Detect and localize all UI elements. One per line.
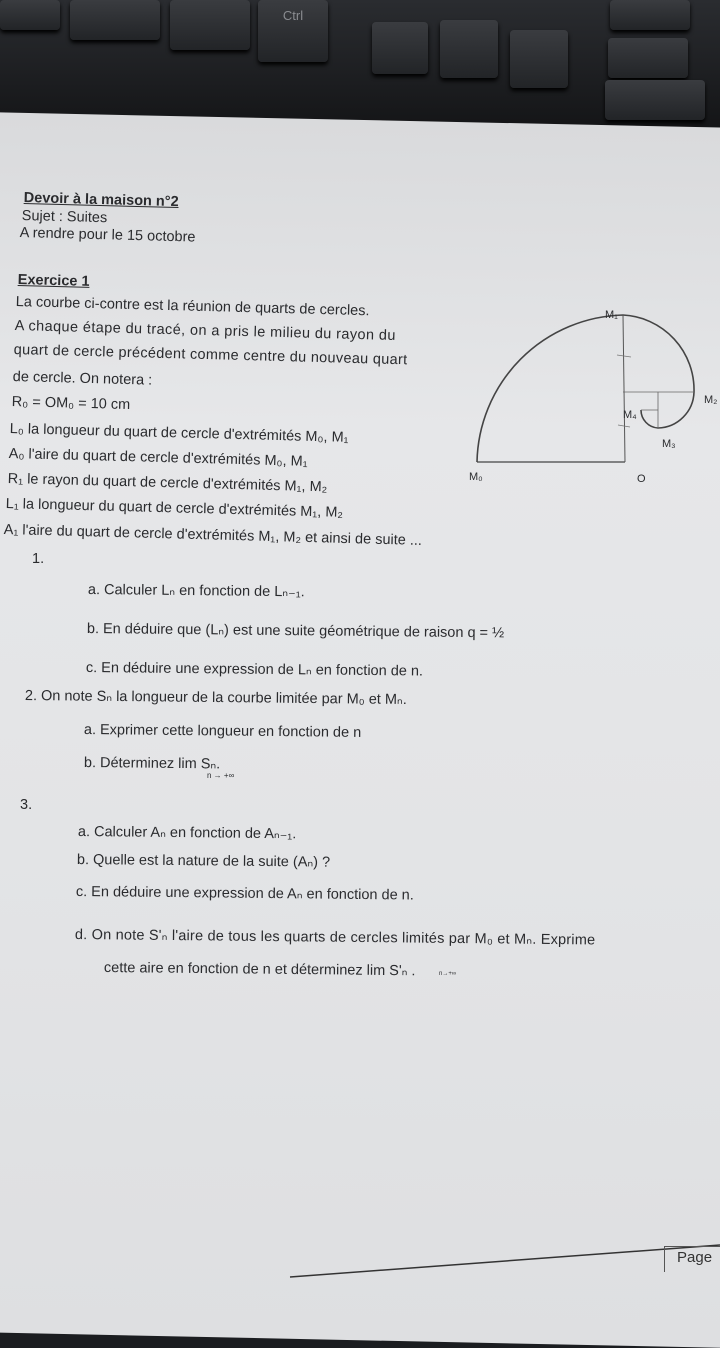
definition-a1: A₁ l'aire du quart de cercle d'extrémités M₁, M₂ et ainsi de suite ... bbox=[3, 522, 423, 549]
label-m2: M₂ bbox=[704, 394, 718, 406]
question-3-number: 3. bbox=[20, 797, 33, 813]
question-2: 2. On note Sₙ la longueur de la courbe limitée par M₀ et Mₙ. bbox=[24, 688, 407, 708]
definition-r1: R₁ le rayon du quart de cercle d'extrémités M₁, M₂ bbox=[7, 471, 328, 496]
label-m4: M₄ bbox=[623, 409, 637, 421]
question-3b: b. Quelle est la nature de la suite (Aₙ) ? bbox=[76, 852, 331, 871]
ctrl-key-label: Ctrl bbox=[282, 8, 304, 23]
question-3c: c. En déduire une expression de Aₙ en fonction de n. bbox=[75, 884, 414, 904]
question-1c: c. En déduire une expression de Lₙ en fonction de n. bbox=[85, 660, 424, 680]
intro-line: quart de cercle précédent comme centre du nouveau quart bbox=[13, 342, 408, 369]
document-title: Devoir à la maison n°2 bbox=[23, 190, 179, 211]
document-due-date: A rendre pour le 15 octobre bbox=[19, 225, 196, 246]
document-subject: Sujet : Suites bbox=[21, 208, 108, 227]
intro-line: A chaque étape du tracé, on a pris le milieu du rayon du bbox=[14, 318, 396, 344]
question-2a: a. Exprimer cette longueur en fonction de n bbox=[83, 722, 362, 741]
quarter-circle-spiral-figure bbox=[465, 300, 720, 500]
question-1a: a. Calculer Lₙ en fonction de Lₙ₋₁. bbox=[87, 582, 305, 601]
definition-r0: R₀ = OM₀ = 10 cm bbox=[11, 394, 131, 414]
label-m3: M₃ bbox=[662, 438, 676, 450]
tick-mark bbox=[618, 425, 630, 427]
limit-subscript: n → +∞ bbox=[207, 771, 235, 780]
label-m0: M₀ bbox=[469, 471, 483, 483]
definition-l0: L₀ la longueur du quart de cercle d'extrémités M₀, M₁ bbox=[9, 421, 349, 446]
label-o: O bbox=[637, 473, 646, 485]
question-3d-line2: cette aire en fonction de n et déterminez lim S'ₙ . bbox=[103, 960, 416, 980]
question-2b: b. Déterminez lim Sₙ. bbox=[83, 755, 221, 773]
definition-a0: A₀ l'aire du quart de cercle d'extrémités M₀, M₁ bbox=[8, 446, 308, 470]
definition-l1: L₁ la longueur du quart de cercle d'extrémités M₁, M₂ bbox=[5, 496, 344, 521]
page-footer-label: Page bbox=[664, 1246, 720, 1272]
page-edge-line bbox=[0, 1235, 720, 1280]
exercise-title: Exercice 1 bbox=[17, 272, 90, 290]
intro-line: La courbe ci-contre est la réunion de quarts de cercles. bbox=[15, 294, 370, 320]
question-1-number: 1. bbox=[32, 551, 45, 567]
question-1b: b. En déduire que (Lₙ) est une suite géométrique de raison q = ½ bbox=[86, 621, 505, 642]
question-3d-line1: d. On note S'ₙ l'aire de tous les quarts de cercles limités par M₀ et Mₙ. Exprime bbox=[74, 927, 596, 949]
question-3a: a. Calculer Aₙ en fonction de Aₙ₋₁. bbox=[77, 824, 297, 843]
label-m1: M₁ bbox=[605, 309, 618, 321]
intro-line: de cercle. On notera : bbox=[12, 369, 153, 389]
limit-subscript: n→+∞ bbox=[439, 971, 457, 977]
radius-line-vertical bbox=[623, 315, 625, 462]
